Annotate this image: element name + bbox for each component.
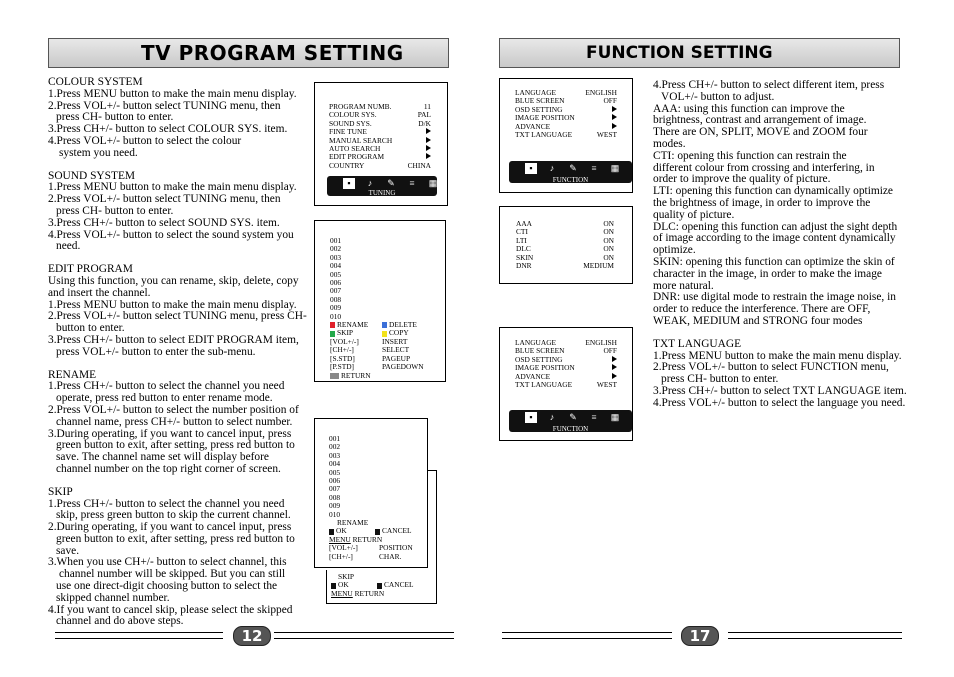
arrow-right-icon <box>612 123 617 129</box>
menu-icon-bar <box>327 176 437 196</box>
menu-row: AUTO SEARCH <box>329 145 431 153</box>
text-line: system you need. <box>59 146 138 159</box>
text-line: 1.Press CH+/- button to select the channel you need <box>48 380 285 393</box>
text-line: order to reduce the interference. There are OFF, <box>653 303 871 316</box>
text-line: AAA: using this function can improve the <box>653 102 845 115</box>
arrow-right-icon <box>612 373 617 379</box>
text-line: 3.During operating, if you want to cancel input, press <box>48 427 292 440</box>
text-line: 2.Press VOL+/- button select TUNING menu, then <box>48 99 281 112</box>
text-line: operate, press red button to enter rename mode. <box>56 392 273 405</box>
text-line: Using this function, you can rename, skip, delete, copy <box>48 274 299 287</box>
skip-osd: SKIP OK CANCEL MENU RETURN <box>326 570 437 604</box>
speaker-icon: ♪ <box>367 178 373 188</box>
text-line: skip, press green button to skip the current channel. <box>56 509 291 522</box>
text-line: 4.Press VOL+/- button to select the language you need. <box>653 396 906 409</box>
text-line: more natural. <box>653 279 714 292</box>
section-heading: SKIP <box>48 485 73 498</box>
key-icon <box>375 529 380 535</box>
tools-icon: ✎ <box>569 163 577 173</box>
text-line: 2.During operating, if you want to cancel input, press <box>48 521 292 534</box>
left-instructions <box>48 77 310 628</box>
text-line: green button to exit, after setting, press red button to <box>56 532 295 545</box>
text-line: character in the image, in order to make the image <box>653 267 882 280</box>
arrow-right-icon <box>426 153 431 159</box>
text-line: and insert the channel. <box>48 286 151 299</box>
function-menu-osd-bottom: LANGUAGE ENGLISH BLUE SCREEN OFF OSD SETTING IMAGE POSITION ADVANCE TXT LANGUAGE WEST ▪ ♪ ✎ ≡ ▦ FUNCTION <box>499 327 633 441</box>
text-line: 3.When you use CH+/- button to select channel, this <box>48 556 287 569</box>
arrow-right-icon <box>612 356 617 362</box>
text-line: skipped channel number. <box>56 591 170 604</box>
text-line: DNR: use digital mode to restrain the image noise, in <box>653 291 896 304</box>
section-heading: RENAME <box>48 368 97 381</box>
text-line: save. <box>56 544 80 557</box>
text-line: order to improve the quality of picture. <box>653 173 831 186</box>
text-line: 2.Press VOL+/- button select TUNING menu, then <box>48 193 281 206</box>
menu-row: PROGRAM NUMB. 11 <box>329 102 431 111</box>
section-heading: TXT LANGUAGE <box>653 337 742 350</box>
section-heading: COLOUR SYSTEM <box>48 76 143 88</box>
tools-icon: ✎ <box>387 178 395 188</box>
page-number-badge: 17 <box>681 626 719 646</box>
arrow-right-icon <box>612 364 617 370</box>
text-line: 4.Press VOL+/- button to select the colour <box>48 134 242 147</box>
text-line: 3.Press CH+/- button to select SOUND SYS. item. <box>48 216 280 229</box>
menu-row: MANUAL SEARCH <box>329 137 431 145</box>
text-line: modes. <box>653 137 686 150</box>
section-heading: EDIT PROGRAM <box>48 263 133 276</box>
section-heading: SOUND SYSTEM <box>48 169 136 182</box>
tuning-icon: ≡ <box>409 178 415 188</box>
text-line: channel number on the top right corner of screen. <box>56 462 281 475</box>
text-line: 2.Press VOL+/- button to select the number position of <box>48 403 299 416</box>
page-title-tv-program-setting <box>48 38 449 68</box>
advance-menu-osd: AAA ON CTI ON LTI ON DLC ON SKIN ON DNR MEDIUM <box>499 206 633 284</box>
text-line: VOL+/- button to adjust. <box>661 90 775 103</box>
text-line: 2.Press VOL+/- button select TUNING menu, press CH- <box>48 310 307 323</box>
footer-rule <box>728 638 902 639</box>
text-line: CTI: opening this function can restrain the <box>653 149 847 162</box>
page-title-text: FUNCTION SETTING <box>586 43 773 63</box>
text-line: of image according to the image content dynamically <box>653 232 896 245</box>
text-line: the brightness of image, in order to improve the <box>653 196 871 209</box>
key-icon <box>329 529 334 535</box>
text-line: 1.Press MENU button to make the main menu display. <box>48 87 297 100</box>
blue-key-icon <box>382 322 387 328</box>
function-icon: ▦ <box>428 178 438 188</box>
text-line: There are ON, SPLIT, MOVE and ZOOM four <box>653 126 868 139</box>
text-line: DLC: opening this function can adjust the sight depth <box>653 220 898 233</box>
green-key-icon <box>330 331 335 337</box>
key-icon <box>377 583 382 589</box>
text-line: 3.Press CH+/- button to select COLOUR SYS. item. <box>48 123 288 136</box>
text-line: channel and do above steps. <box>56 615 184 628</box>
text-line: save. The channel name set will display before <box>56 451 269 464</box>
text-line: WEAK, MEDIUM and STRONG four modes <box>653 314 863 327</box>
text-line: need. <box>56 240 81 253</box>
tuning-menu-osd <box>314 82 448 206</box>
text-line: 4.Press VOL+/- button to select the sound system you <box>48 228 294 241</box>
text-line: 3.Press CH+/- button to select TXT LANGUAGE item. <box>653 384 907 397</box>
text-line: press CH- button to enter. <box>56 204 174 217</box>
tuning-icon: ≡ <box>591 163 597 173</box>
text-line: quality of picture. <box>653 208 735 221</box>
arrow-right-icon <box>612 106 617 112</box>
menu-bar-label: TUNING <box>368 188 396 197</box>
text-line: SKIN: opening this function can optimize the skin of <box>653 255 895 268</box>
text-line: 1.Press CH+/- button to select the channel you need <box>48 497 285 510</box>
red-key-icon <box>330 322 335 328</box>
picture-icon: ▪ <box>525 412 537 423</box>
rename-osd: 001 002 003 004 005 006 007 008 009 010 RENAME OK CANCEL MENU RETURN [VOL+/-] POSITION [CH+/-] CHAR. <box>314 418 428 568</box>
text-line: channel number will be skipped. But you can still <box>59 568 286 581</box>
text-line: green button to exit, after setting, press red button to <box>56 439 295 452</box>
text-line: 1.Press MENU button to make the main menu display. <box>48 298 297 311</box>
footer-rule <box>274 638 454 639</box>
picture-icon: ▪ <box>525 163 537 174</box>
tuning-icon: ≡ <box>591 412 597 422</box>
text-line: 1.Press MENU button to make the main menu display. <box>48 181 297 194</box>
page-number-badge: 12 <box>233 626 271 646</box>
text-line: press VOL+/- button to enter the sub-menu. <box>56 345 256 358</box>
menu-row: COLOUR SYS. PAL <box>329 110 431 120</box>
text-line: 1.Press MENU button to make the main menu display. <box>653 349 902 362</box>
edit-program-osd: 001 002 003 004 005 006 007 008 009 010 RENAME DELETE SKIP COPY [VOL+/-] INSERT [CH+/-] SELECT [S.STD] PAGEUP [P.STD] PAGEDOWN RETURN <box>314 220 446 382</box>
arrow-right-icon <box>426 145 431 151</box>
text-line: 4.If you want to cancel skip, please select the skipped <box>48 603 293 616</box>
footer-rule <box>274 632 454 633</box>
key-icon <box>331 583 336 589</box>
menu-row: COUNTRY CHINA <box>329 160 431 170</box>
yellow-key-icon <box>382 331 387 337</box>
function-icon: ▦ <box>610 412 620 422</box>
text-line: 2.Press VOL+/- button to select FUNCTION menu, <box>653 361 889 374</box>
picture-icon: ▪ <box>343 178 355 189</box>
text-line: use one direct-digit choosing button to select the <box>56 580 278 593</box>
menu-icon-bar: ▪ ♪ ✎ ≡ ▦ FUNCTION <box>509 161 632 183</box>
footer-rule <box>55 638 223 639</box>
right-instructions <box>653 80 915 410</box>
footer-rule <box>728 632 902 633</box>
page-title-function-setting <box>499 38 900 68</box>
text-line: LTI: opening this function can dynamically optimize <box>653 185 893 198</box>
text-line: 4.Press CH+/- button to select different item, press <box>653 79 885 91</box>
text-line: different colour from crossing and interfering, in <box>653 161 875 174</box>
arrow-right-icon <box>426 128 431 134</box>
menu-row: FINE TUNE <box>329 128 431 136</box>
function-icon: ▦ <box>610 163 620 173</box>
menu-icon-bar: ▪ ♪ ✎ ≡ ▦ FUNCTION <box>509 410 632 432</box>
speaker-icon: ♪ <box>549 163 555 173</box>
arrow-right-icon <box>612 114 617 120</box>
page-title-text: TV PROGRAM SETTING <box>141 41 404 65</box>
text-line: channel name, press CH+/- button to select number. <box>56 415 293 428</box>
function-menu-osd-top: LANGUAGE ENGLISH BLUE SCREEN OFF OSD SETTING IMAGE POSITION ADVANCE TXT LANGUAGE WEST ▪ ♪ ✎ ≡ ▦ FUNCTION <box>499 78 633 193</box>
text-line: brightness, contrast and arrangement of image. <box>653 114 867 127</box>
menu-row: SOUND SYS. D/K <box>329 118 431 128</box>
text-line: optimize. <box>653 244 696 257</box>
text-line: button to enter. <box>56 322 125 335</box>
speaker-icon: ♪ <box>549 412 555 422</box>
footer-rule <box>502 632 672 633</box>
arrow-right-icon <box>426 137 431 143</box>
text-line: 3.Press CH+/- button to select EDIT PROGRAM item, <box>48 333 299 346</box>
text-line: press CH- button to enter. <box>56 111 174 124</box>
footer-rule <box>55 632 223 633</box>
text-line: press CH- button to enter. <box>661 373 779 386</box>
menu-key-icon <box>330 373 339 379</box>
tools-icon: ✎ <box>569 412 577 422</box>
footer-rule <box>502 638 672 639</box>
menu-row: EDIT PROGRAM <box>329 153 431 161</box>
